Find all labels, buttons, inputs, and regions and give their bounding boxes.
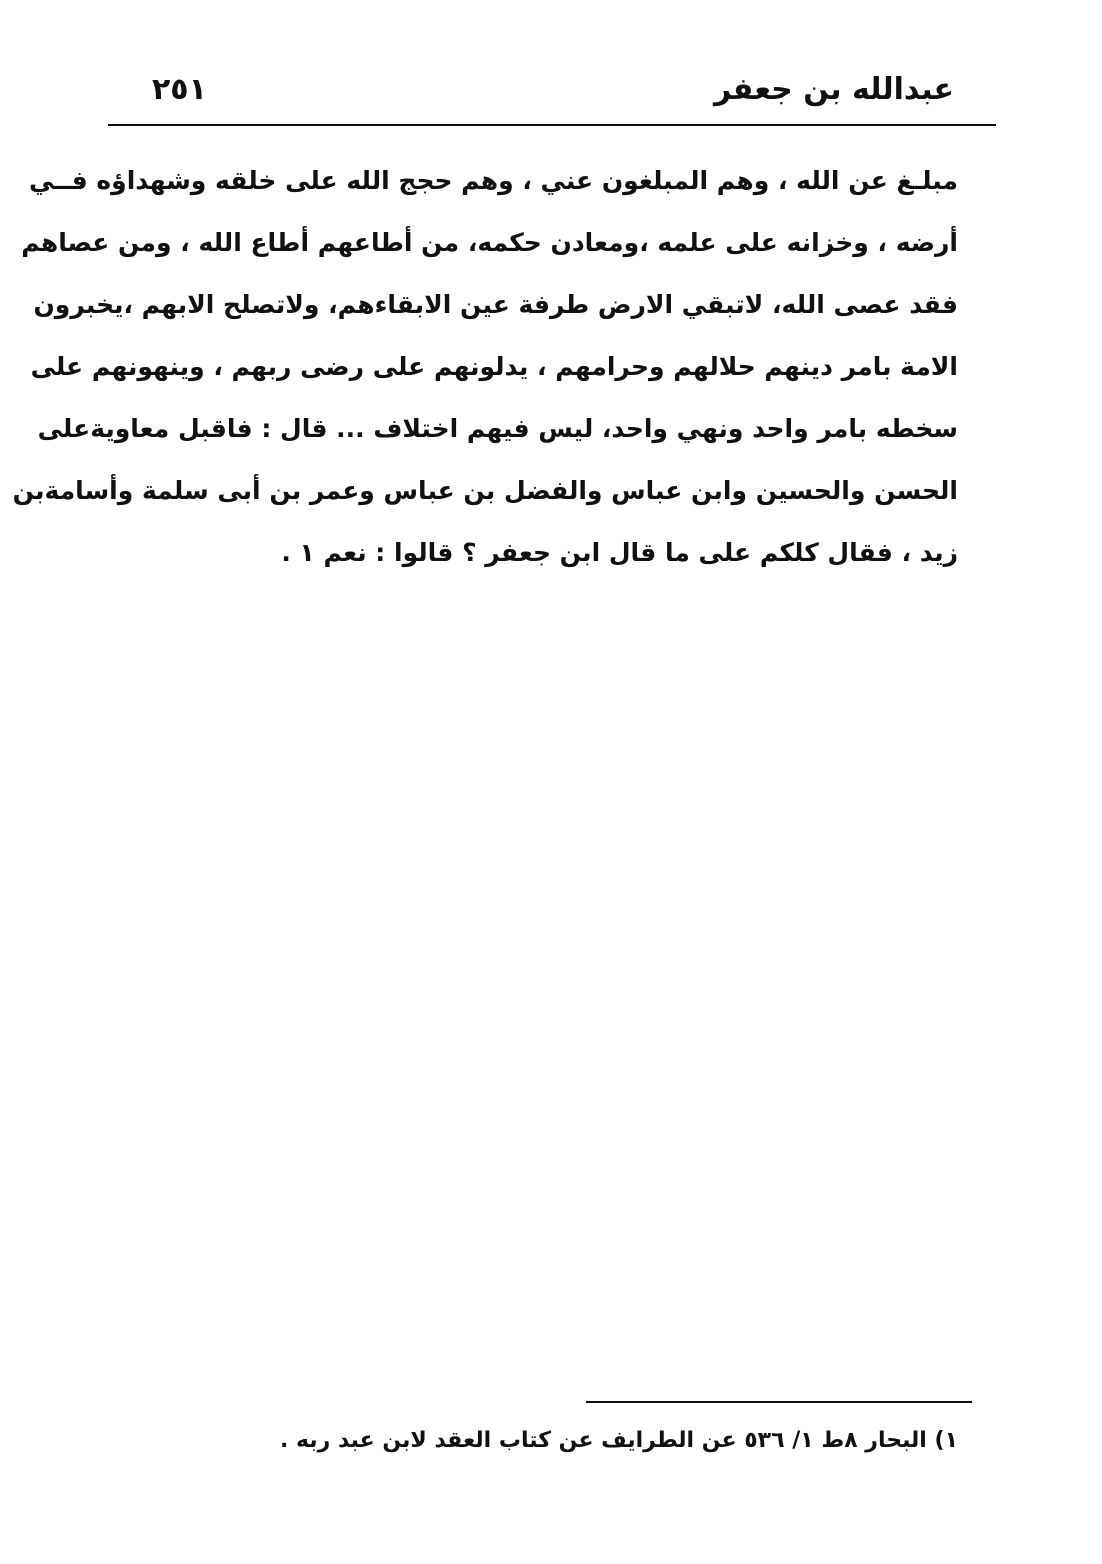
body-line: فقد عصى الله، لاتبقي الارض طرفة عين الابقاءهم، ولاتصلح الابهم ،يخبرون — [33, 290, 958, 319]
header-divider — [108, 124, 996, 126]
running-header-title: عبدالله بن جعفر — [713, 72, 954, 107]
body-line: الحسن والحسين وابن عباس والفضل بن عباس وعمر بن أبى سلمة وأسامةبن — [12, 476, 958, 505]
body-line: مبلـغ عن الله ، وهم المبلغون عني ، وهم حجج الله على خلقه وشهداؤه فــي — [28, 166, 958, 195]
body-paragraph — [12, 150, 958, 584]
body-line: سخطه بامر واحد ونهي واحد، ليس فيهم اختلاف ... قال : فاقبل معاويةعلى — [37, 414, 958, 443]
footnote: ١) البحار ٨ط ١/ ٥٣٦ عن الطرايف عن كتاب العقد لابن عبد ربه . — [280, 1428, 958, 1453]
footnote-divider — [586, 1401, 972, 1403]
body-line: أرضه ، وخزانه على علمه ،ومعادن حكمه، من أطاعهم أطاع الله ، ومن عصاهم — [21, 228, 958, 257]
body-line: الامة بامر دينهم حلالهم وحرامهم ، يدلونهم على رضى ربهم ، وينهونهم على — [30, 352, 958, 381]
body-line: زيد ، فقال كلكم على ما قال ابن جعفر ؟ قالوا : نعم ١ . — [281, 538, 958, 567]
page-number: ٢٥١ — [152, 72, 207, 107]
